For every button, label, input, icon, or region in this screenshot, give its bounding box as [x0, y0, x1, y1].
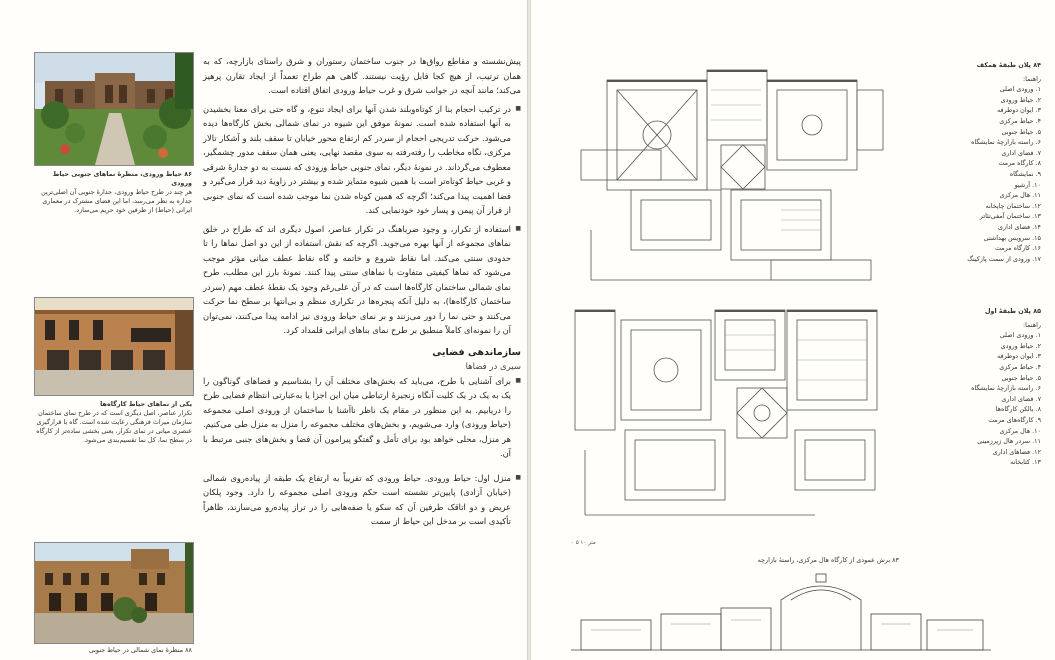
- paragraph: پیش‌نشسته و مقاطع رواق‌ها در جنوب ساختمان رستوران و شرق راستای بازارچه، که به همان ترتیب، از هیچ کجا قابل رؤیت نیستند. گاهی هم طراح تعمداً از ایجاد تقارن پرهیز می‌کند؛ مانند آنچه در جوانب شرق و غرب حیاط ورودی اتفاق افتاده است.: [203, 56, 521, 95]
- legend-item: ۴. حیاط مرکزی: [999, 362, 1041, 371]
- legend-item: ۱۲. ساختمان چاپخانه: [985, 201, 1041, 210]
- caption-title: ۸۸ منظرۀ نمای شمالی در حیاط جنوبی: [88, 646, 192, 654]
- facade-photo: [34, 297, 194, 396]
- bullet-paragraph: ■ در ترکیب احجام بنا از کوتاه‌وبلند شدن آنها برای ایجاد تنوع، و گاه حتی برای معنا بخشیدن به آنها استفاده شده است. نمونۀ موفق این شیوه در نمای شمالی بخش کارگاه‌ها دیده می‌شود. حرکت تدریجی احجام از سردر کم ارتفاع محور خیابان تا سقف بلند و آشکار تالار مرکزی، نگاه مخاطب را رفته‌رفته به سوی مقصد نهایی، یعنی همان سقف مدور چشمگیر، معطوف می‌گرداند. در نمونۀ دیگر، نمای جنوبی حیاط ورودی که نسبت به دو جدارۀ شرقی و غربی حیاط کوتاه‌تر است با همین شیوه متمایز شده و بیشتر در زاویۀ دید قرار می‌گیرد و فضا اهمیت پیدا می‌کند؛ اگرچه که همین کوتاه شدن نما موجب شده است که نمای جنوبی از فراز آن پیمن و پسار خود خودنمایی کند.: [203, 102, 521, 218]
- section-drawing: [571, 570, 991, 658]
- legend-item: ۱۷. ورودی از سمت پارکینگ: [967, 254, 1041, 263]
- legend-subtitle: راهنما:: [1023, 320, 1041, 329]
- legend-title: ۸۴ پلان طبقۀ همکف: [976, 61, 1041, 69]
- legend-item: ۶. راسته بازارچۀ نمایشگاه: [971, 138, 1041, 147]
- section-caption: ۸۳ برش عمودی از کارگاه هال مرکزی، راستۀ بازارچه: [757, 556, 899, 564]
- legend-item: ۱۲. فضاهای اداری: [992, 447, 1041, 456]
- legend-item: ۵. حیاط جنوبی: [1001, 127, 1041, 136]
- caption-body: تکرار عناصر، اصل دیگری است که در طرح نمای ساختمان سازمان میراث فرهنگی رعایت شده است. گاه با قرارگیری عنصری میانی در نمای تکرار، یعنی بخشی ساده‌تر از کارگاه در سطح نما، کل نما تقسیم‌بندی می‌شود.: [36, 409, 192, 444]
- legend-item: ۱۵. سرویس بهداشتی: [983, 233, 1041, 242]
- legend-item: ۹. نمایشگاه: [1009, 169, 1041, 178]
- legend-item: ۱۰. هال مرکزی: [999, 426, 1041, 435]
- legend-item: ۲. حیاط ورودی: [1000, 341, 1041, 350]
- caption-body: هر چند در طرح حیاط ورودی، جدارۀ جنوبی آن اصلی‌ترین جداره به نظر می‌رسد، اما این فضای مشترک در معماری ایرانی (حیاط) از طرفین خود حریم می‌سازد.: [41, 188, 192, 214]
- legend-item: ۱۱. سردر هال زیرزمینی: [977, 437, 1041, 446]
- legend-item: ۶. راسته بازارچۀ نمایشگاه: [971, 384, 1041, 393]
- bullet-paragraph: ■ منزل اول: حیاط ورودی. حیاط ورودی که تقریباً به ارتفاع یک طبقه از پیاده‌روی شمالی (خیابان آزادی) پایین‌تر نشسته است حکم ورودی اصلی مجموعه را دارد. وجود پلکان عریض و دو اتاقک طرفین آن که سکو یا صفه‌هایی را در تراز پیاده‌رو می‌سازند، ظاهراً تأکیدی است بر مدخل این حیاط از سمت: [203, 471, 521, 529]
- legend-item: ۱۳. کتابخانه: [1010, 458, 1041, 467]
- body-text: [203, 54, 521, 533]
- legend-item: ۳. ایوان دوطرفه: [997, 352, 1041, 361]
- subsection-heading: سیری در فضاها: [465, 361, 521, 372]
- caption-title: ۸۶ حیاط ورودی، منظرۀ نماهای جنوبی حیاط ورودی: [52, 170, 192, 187]
- ground-floor-plan: [571, 50, 901, 290]
- legend-item: ۱۰. آرشیو: [1014, 180, 1041, 189]
- legend-item: ۴. حیاط مرکزی: [999, 116, 1041, 125]
- legend-item: ۱۱. هال مرکزی: [999, 191, 1041, 200]
- ground-floor-legend: [923, 60, 1041, 264]
- section-heading: سازماندهی فضایی: [432, 346, 521, 358]
- courtyard-photo: [34, 52, 194, 166]
- legend-item: ۱۴. فضای اداری: [997, 222, 1041, 231]
- legend-item: ۸. بالکن کارگاه‌ها: [995, 405, 1041, 414]
- caption-title: یکی از نماهای حیاط کارگاه‌ها: [100, 400, 192, 408]
- legend-item: ۵. حیاط جنوبی: [1001, 373, 1041, 382]
- first-floor-legend: [923, 306, 1041, 468]
- legend-item: ۲. حیاط ورودی: [1000, 95, 1041, 104]
- south-yard-caption: [34, 646, 192, 655]
- facade-caption: [34, 400, 192, 445]
- left-page: [0, 0, 527, 660]
- bullet-paragraph: ■ برای آشنایی با طرح، می‌باید که بخش‌های مختلف آن را بشناسیم و فضاهای گوناگون را یک به یک در یک کلیت آنگاه زنجیرۀ ارتباطی میان این اجزا یا به‌عبارتی انتظام فضایی طرح را دریابیم. به این منظور در مقام یک ناظر نا‌آشنا با ساختمان از ورودی اصلی مجموعه (حیاط ورودی) وارد می‌شویم، و بخش‌های مختلف مجموعه را منزل به منزل طی می‌کنیم. هر منزل، محلی خواهد بود برای تأمل و گفتگو پیرامون آن فضا و بخش‌های جنبی مرتبط با آن.: [203, 374, 521, 461]
- legend-item: ۱. ورودی اصلی: [999, 85, 1041, 94]
- legend-subtitle: راهنما:: [1023, 74, 1041, 83]
- legend-title: ۸۵ پلان طبقۀ اول: [984, 307, 1041, 315]
- legend-item: ۸. کارگاه مرمت: [998, 159, 1041, 168]
- south-yard-photo: [34, 542, 194, 644]
- first-floor-plan: [565, 300, 905, 530]
- right-page: [531, 0, 1055, 660]
- legend-item: ۱۶. کارگاه مرمت: [994, 244, 1041, 253]
- legend-item: ۱۳. ساختمان آمفی‌تئاتر: [979, 212, 1041, 221]
- legend-item: ۳. ایوان دوطرفه: [997, 106, 1041, 115]
- courtyard-caption: [34, 170, 192, 215]
- legend-item: ۱. ورودی اصلی: [999, 331, 1041, 340]
- legend-item: ۷. فضای اداری: [1001, 394, 1041, 403]
- scale-bar: ۰ ۵ ۱۰ متر: [571, 540, 596, 546]
- legend-item: ۷. فضای اداری: [1001, 148, 1041, 157]
- legend-item: ۹. کارگاه‌های مرمت: [988, 415, 1041, 424]
- bullet-paragraph: ■ استفاده از تکرار، و وجود ضرباهنگ در تکرار عناصر، اصول دیگری اند که طراح در خلق نماهای مجموعه از آنها بهره می‌جوید. اگرچه که نقش استفاده از این دو اصل نماها را تا حدودی سنتی می‌کند. اما نقاط شروع و خاتمه و گاه نقاط عطف میانی مؤثر موجب می‌شود که نماها کیفیتی متفاوت با نماهای سنتی پیدا کنند. نمونۀ بارز این مطلب، طرح نمای شمالی ساختمان کارگاه‌ها است که در آن علی‌رغم وجود یک نقطۀ عطف مهم (سردر ساختمان کارگاه‌ها)، به دلیل آنکه پنجره‌ها در تکراری منظم و بی‌انتها بر سطح نما حرکت می‌کنند و حتی نما را دور می‌زنند و بر نمای حیاط ورودی نیز ادامه پیدا می‌کنند، نمی‌توان آن را نمونه‌ای کاملاً منطبق بر طرح نمای بناهای ایرانی قلمداد کرد.: [203, 222, 521, 338]
